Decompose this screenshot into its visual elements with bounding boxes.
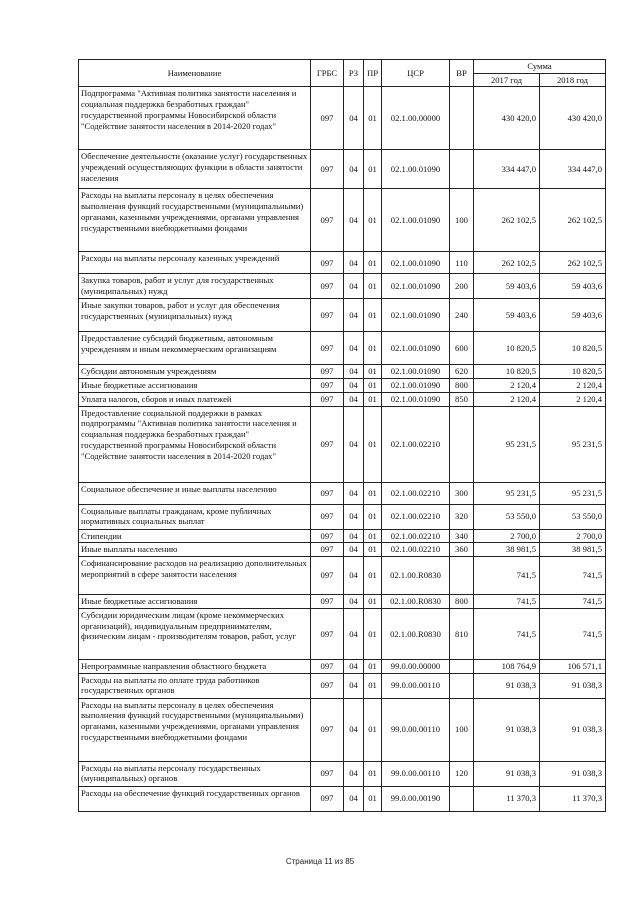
table-row (79, 543, 606, 557)
cell-grbs: 097 (311, 543, 344, 557)
cell-pr: 01 (364, 608, 382, 659)
cell-sum-2018: 741,5 (540, 557, 606, 595)
cell-csr: 99.0.00.00000 (382, 659, 450, 673)
cell-vr: 110 (450, 252, 474, 274)
cell-sum-2018: 262 102,5 (540, 189, 606, 252)
cell-rz: 04 (344, 379, 364, 393)
cell-csr: 02.1.00.02210 (382, 482, 450, 504)
cell-vr (450, 557, 474, 595)
cell-pr: 01 (364, 379, 382, 393)
table-row (79, 659, 606, 673)
cell-sum-2017: 53 550,0 (474, 504, 540, 529)
cell-csr: 02.1.00.01090 (382, 274, 450, 299)
cell-csr: 02.1.00.02210 (382, 529, 450, 543)
cell-csr: 02.1.00.00000 (382, 87, 450, 150)
cell-grbs: 097 (311, 557, 344, 595)
cell-grbs: 097 (311, 406, 344, 482)
cell-sum-2017: 10 820,5 (474, 365, 540, 379)
table-row (79, 189, 606, 252)
cell-pr: 01 (364, 673, 382, 698)
cell-csr: 02.1.00.R0830 (382, 608, 450, 659)
cell-sum-2017: 108 764,9 (474, 659, 540, 673)
cell-grbs: 097 (311, 252, 344, 274)
cell-grbs: 097 (311, 365, 344, 379)
cell-sum-2017: 91 038,3 (474, 761, 540, 786)
cell-grbs: 097 (311, 608, 344, 659)
cell-sum-2018: 106 571,1 (540, 659, 606, 673)
header-name: Наименование (79, 60, 311, 87)
table-row (79, 332, 606, 365)
cell-vr: 810 (450, 608, 474, 659)
cell-pr: 01 (364, 332, 382, 365)
cell-sum-2018: 2 120,4 (540, 392, 606, 406)
cell-grbs: 097 (311, 529, 344, 543)
cell-sum-2018: 10 820,5 (540, 365, 606, 379)
cell-sum-2017: 430 420,0 (474, 87, 540, 150)
cell-pr: 01 (364, 482, 382, 504)
table-row (79, 392, 606, 406)
cell-sum-2017: 741,5 (474, 595, 540, 609)
cell-grbs: 097 (311, 274, 344, 299)
cell-name: Стипендии (79, 529, 311, 543)
cell-pr: 01 (364, 761, 382, 786)
cell-rz: 04 (344, 365, 364, 379)
table-row (79, 595, 606, 609)
cell-csr: 99.0.00.00110 (382, 698, 450, 761)
cell-name: Закупка товаров, работ и услуг для государственных (муниципальных) нужд (79, 274, 311, 299)
cell-sum-2018: 2 700,0 (540, 529, 606, 543)
cell-rz: 04 (344, 529, 364, 543)
cell-sum-2017: 262 102,5 (474, 252, 540, 274)
cell-sum-2018: 334 447,0 (540, 150, 606, 189)
cell-sum-2017: 741,5 (474, 557, 540, 595)
page-number: Страница 11 из 85 (285, 857, 355, 866)
table-row (79, 698, 606, 761)
cell-pr: 01 (364, 504, 382, 529)
cell-sum-2018: 741,5 (540, 595, 606, 609)
cell-sum-2018: 91 038,3 (540, 698, 606, 761)
cell-sum-2017: 10 820,5 (474, 332, 540, 365)
cell-rz: 04 (344, 761, 364, 786)
cell-vr: 620 (450, 365, 474, 379)
cell-pr: 01 (364, 529, 382, 543)
cell-name: Расходы на выплаты персоналу в целях обеспечения выполнения функций государственными (муниципальными) органами, казенными учреждениями, органами управления государственными внебюджетными фондами (79, 189, 311, 252)
cell-sum-2018: 95 231,5 (540, 406, 606, 482)
cell-rz: 04 (344, 504, 364, 529)
cell-name: Предоставление субсидий бюджетным, автономным учреждениям и иным некоммерческим организациям (79, 332, 311, 365)
cell-vr: 300 (450, 482, 474, 504)
cell-name: Иные бюджетные ассигнования (79, 379, 311, 393)
header-2017: 2017 год (474, 73, 540, 87)
cell-csr: 02.1.00.R0830 (382, 557, 450, 595)
cell-rz: 04 (344, 595, 364, 609)
cell-vr: 800 (450, 379, 474, 393)
cell-sum-2017: 95 231,5 (474, 406, 540, 482)
table-row (79, 150, 606, 189)
cell-grbs: 097 (311, 698, 344, 761)
cell-sum-2018: 53 550,0 (540, 504, 606, 529)
cell-vr: 340 (450, 529, 474, 543)
cell-csr: 99.0.00.00110 (382, 673, 450, 698)
cell-csr: 02.1.00.02210 (382, 406, 450, 482)
header-vr: ВР (450, 60, 474, 87)
cell-name: Расходы на выплаты по оплате труда работников государственных органов (79, 673, 311, 698)
cell-vr: 200 (450, 274, 474, 299)
cell-csr: 99.0.00.00190 (382, 786, 450, 811)
cell-sum-2017: 38 981,5 (474, 543, 540, 557)
table-body (79, 87, 606, 811)
cell-sum-2018: 59 403,6 (540, 299, 606, 332)
cell-rz: 04 (344, 698, 364, 761)
cell-pr: 01 (364, 252, 382, 274)
cell-sum-2017: 91 038,3 (474, 698, 540, 761)
cell-csr: 02.1.00.01090 (382, 379, 450, 393)
cell-rz: 04 (344, 392, 364, 406)
cell-grbs: 097 (311, 392, 344, 406)
cell-name: Расходы на обеспечение функций государственных органов (79, 786, 311, 811)
cell-pr: 01 (364, 274, 382, 299)
cell-sum-2017: 2 120,4 (474, 392, 540, 406)
cell-grbs: 097 (311, 150, 344, 189)
cell-pr: 01 (364, 557, 382, 595)
table-row (79, 673, 606, 698)
cell-name: Расходы на выплаты персоналу в целях обеспечения выполнения функций государственными (муниципальными) органами, казенными учреждениями, органами управления государственными внебюджетными фондами (79, 698, 311, 761)
cell-grbs: 097 (311, 786, 344, 811)
cell-vr: 850 (450, 392, 474, 406)
cell-name: Непрограммные направления областного бюджета (79, 659, 311, 673)
cell-name: Иные выплаты населению (79, 543, 311, 557)
cell-rz: 04 (344, 299, 364, 332)
cell-rz: 04 (344, 608, 364, 659)
cell-rz: 04 (344, 482, 364, 504)
cell-vr (450, 659, 474, 673)
cell-name: Субсидии автономным учреждениям (79, 365, 311, 379)
cell-name: Расходы на выплаты персоналу государственных (муниципальных) органов (79, 761, 311, 786)
cell-rz: 04 (344, 543, 364, 557)
cell-vr (450, 87, 474, 150)
cell-grbs: 097 (311, 379, 344, 393)
cell-sum-2017: 11 370,3 (474, 786, 540, 811)
cell-pr: 01 (364, 189, 382, 252)
cell-vr: 100 (450, 698, 474, 761)
table-row (79, 504, 606, 529)
cell-rz: 04 (344, 659, 364, 673)
cell-sum-2017: 95 231,5 (474, 482, 540, 504)
budget-table (78, 59, 606, 812)
cell-pr: 01 (364, 87, 382, 150)
cell-grbs: 097 (311, 673, 344, 698)
cell-pr: 01 (364, 659, 382, 673)
cell-vr: 800 (450, 595, 474, 609)
cell-name: Субсидии юридическим лицам (кроме некоммерческих организаций), индивидуальным предпринимателям, физическим лицам - производителям товаров, работ, услуг (79, 608, 311, 659)
cell-rz: 04 (344, 673, 364, 698)
cell-name: Расходы на выплаты персоналу казенных учреждений (79, 252, 311, 274)
cell-vr: 600 (450, 332, 474, 365)
cell-grbs: 097 (311, 87, 344, 150)
cell-name: Социальные выплаты гражданам, кроме публичных нормативных социальных выплат (79, 504, 311, 529)
cell-grbs: 097 (311, 761, 344, 786)
cell-csr: 02.1.00.01090 (382, 392, 450, 406)
table-row (79, 557, 606, 595)
cell-csr: 02.1.00.01090 (382, 189, 450, 252)
cell-grbs: 097 (311, 659, 344, 673)
cell-sum-2017: 2 700,0 (474, 529, 540, 543)
cell-vr: 360 (450, 543, 474, 557)
cell-rz: 04 (344, 332, 364, 365)
cell-sum-2018: 262 102,5 (540, 252, 606, 274)
cell-sum-2017: 334 447,0 (474, 150, 540, 189)
cell-sum-2018: 59 403,6 (540, 274, 606, 299)
table-row (79, 299, 606, 332)
cell-sum-2017: 741,5 (474, 608, 540, 659)
table-row (79, 761, 606, 786)
cell-grbs: 097 (311, 595, 344, 609)
cell-csr: 02.1.00.01090 (382, 252, 450, 274)
cell-vr: 120 (450, 761, 474, 786)
cell-grbs: 097 (311, 332, 344, 365)
header-grbs: ГРБС (311, 60, 344, 87)
cell-csr: 02.1.00.02210 (382, 504, 450, 529)
cell-csr: 02.1.00.01090 (382, 365, 450, 379)
header-sum: Сумма (474, 60, 606, 74)
cell-sum-2017: 59 403,6 (474, 274, 540, 299)
cell-csr: 02.1.00.01090 (382, 150, 450, 189)
cell-name: Иные бюджетные ассигнования (79, 595, 311, 609)
cell-csr: 02.1.00.02210 (382, 543, 450, 557)
cell-name: Предоставление социальной поддержки в рамках подпрограммы "Активная политика занятости населения и социальная поддержка безработных граждан" государственной программы Новосибирской области "Содействие занятости населения в 2014-2020 годах" (79, 406, 311, 482)
cell-csr: 02.1.00.01090 (382, 332, 450, 365)
cell-vr: 320 (450, 504, 474, 529)
cell-rz: 04 (344, 189, 364, 252)
table-row (79, 87, 606, 150)
table-row (79, 379, 606, 393)
table-row (79, 529, 606, 543)
cell-sum-2018: 91 038,3 (540, 673, 606, 698)
cell-pr: 01 (364, 365, 382, 379)
table-row (79, 365, 606, 379)
header-rz: РЗ (344, 60, 364, 87)
cell-name: Иные закупки товаров, работ и услуг для обеспечения государственных (муниципальных) нужд (79, 299, 311, 332)
table-row (79, 252, 606, 274)
cell-vr: 240 (450, 299, 474, 332)
cell-sum-2018: 38 981,5 (540, 543, 606, 557)
cell-sum-2018: 91 038,3 (540, 761, 606, 786)
cell-pr: 01 (364, 595, 382, 609)
header-pr: ПР (364, 60, 382, 87)
cell-pr: 01 (364, 150, 382, 189)
cell-vr (450, 150, 474, 189)
table-row (79, 406, 606, 482)
cell-pr: 01 (364, 299, 382, 332)
cell-name: Обеспечение деятельности (оказание услуг) государственных учреждений осуществляющих функции в области занятости населения (79, 150, 311, 189)
cell-pr: 01 (364, 406, 382, 482)
cell-sum-2018: 95 231,5 (540, 482, 606, 504)
cell-rz: 04 (344, 274, 364, 299)
cell-csr: 02.1.00.R0830 (382, 595, 450, 609)
table-row (79, 786, 606, 811)
cell-sum-2017: 2 120,4 (474, 379, 540, 393)
cell-grbs: 097 (311, 482, 344, 504)
cell-vr (450, 786, 474, 811)
cell-rz: 04 (344, 557, 364, 595)
cell-name: Уплата налогов, сборов и иных платежей (79, 392, 311, 406)
cell-rz: 04 (344, 87, 364, 150)
cell-pr: 01 (364, 543, 382, 557)
cell-pr: 01 (364, 392, 382, 406)
cell-vr: 100 (450, 189, 474, 252)
cell-vr (450, 673, 474, 698)
table-row (79, 274, 606, 299)
cell-name: Софинансирование расходов на реализацию дополнительных мероприятий в сфере занятости населения (79, 557, 311, 595)
cell-sum-2017: 59 403,6 (474, 299, 540, 332)
cell-name: Подпрограмма "Активная политика занятости населения и социальная поддержка безработных граждан" государственной программы Новосибирской области "Содействие занятости населения в 2014-2020 годах" (79, 87, 311, 150)
cell-rz: 04 (344, 150, 364, 189)
cell-rz: 04 (344, 406, 364, 482)
cell-grbs: 097 (311, 189, 344, 252)
header-2018: 2018 год (540, 73, 606, 87)
cell-sum-2017: 262 102,5 (474, 189, 540, 252)
cell-sum-2018: 430 420,0 (540, 87, 606, 150)
cell-sum-2018: 2 120,4 (540, 379, 606, 393)
cell-rz: 04 (344, 252, 364, 274)
cell-grbs: 097 (311, 504, 344, 529)
cell-rz: 04 (344, 786, 364, 811)
cell-sum-2018: 11 370,3 (540, 786, 606, 811)
cell-sum-2017: 91 038,3 (474, 673, 540, 698)
cell-grbs: 097 (311, 299, 344, 332)
cell-pr: 01 (364, 786, 382, 811)
table-row (79, 608, 606, 659)
cell-pr: 01 (364, 698, 382, 761)
cell-name: Социальное обеспечение и иные выплаты населению (79, 482, 311, 504)
cell-csr: 02.1.00.01090 (382, 299, 450, 332)
cell-sum-2018: 741,5 (540, 608, 606, 659)
header-csr: ЦСР (382, 60, 450, 87)
cell-sum-2018: 10 820,5 (540, 332, 606, 365)
cell-vr (450, 406, 474, 482)
table-row (79, 482, 606, 504)
cell-csr: 99.0.00.00110 (382, 761, 450, 786)
